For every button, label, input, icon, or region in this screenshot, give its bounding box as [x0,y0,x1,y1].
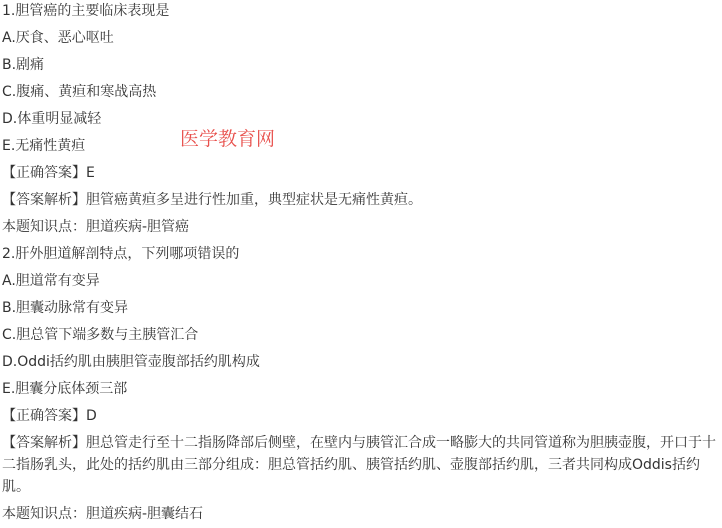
question-1-stem: 1.胆管癌的主要临床表现是 [2,3,170,19]
question-2-option-b: B.胆囊动脉常有变异 [2,300,129,316]
question-1-analysis: 【答案解析】胆管癌黄疸多呈进行性加重，典型症状是无痛性黄疸。 [2,192,422,208]
question-2-stem: 2.肝外胆道解剖特点，下列哪项错误的 [2,246,240,262]
question-1-knowledge-point: 本题知识点：胆道疾病-胆管癌 [2,219,190,235]
question-2-knowledge-point: 本题知识点：胆道疾病-胆囊结石 [2,506,204,522]
question-1-option-e: E.无痛性黄疸 [2,138,86,154]
question-1-option-b: B.剧痛 [2,57,45,73]
site-watermark: 医学教育网 [180,128,276,150]
question-2-option-a: A.胆道常有变异 [2,273,100,289]
question-1-correct-answer: 【正确答案】E [2,165,95,181]
question-2-option-d: D.Oddi括约肌由胰胆管壶腹部括约肌构成 [2,354,260,370]
question-2-option-c: C.胆总管下端多数与主胰管汇合 [2,327,199,343]
question-1-option-c: C.腹痛、黄疸和寒战高热 [2,84,157,100]
question-1-option-d: D.体重明显减轻 [2,111,102,127]
question-block-2 [2,243,722,525]
question-2-analysis: 【答案解析】胆总管走行至十二指肠降部后侧壁，在壁内与胰管汇合成一略膨大的共同管道称为胆胰壶腹，开口于十二指肠乳头，此处的括约肌由三部分组成：胆总管括约肌、胰管括约肌、壶腹部括约肌，三者共同构成Oddis括约肌。 [2,435,716,495]
question-block-1 [2,0,722,238]
question-2-correct-answer: 【正确答案】D [2,408,97,424]
question-1-option-a: A.厌食、恶心呕吐 [2,30,114,46]
question-2-option-e: E.胆囊分底体颈三部 [2,381,128,397]
